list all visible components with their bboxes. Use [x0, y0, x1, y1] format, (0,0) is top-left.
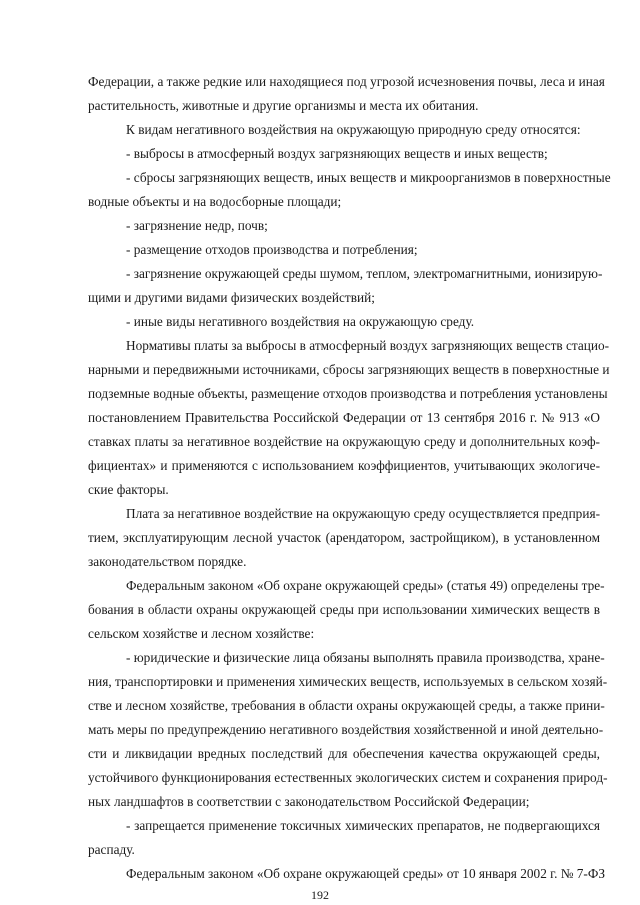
text-line: - юридические и физические лица обязаны выполнять правила производства, хране-: [126, 650, 605, 665]
text-line: ния, транспортировки и применения химических веществ, используемых в сельском хозяй-: [88, 674, 608, 689]
text-line: стве и лесном хозяйстве, требования в области охраны окружающей среды, а также прини-: [88, 698, 605, 713]
text-line: ские факторы.: [88, 482, 169, 497]
text-line: - иные виды негативного воздействия на окружающую среду.: [126, 314, 475, 329]
text-line: сти и ликвидации вредных последствий для обеспечения качества окружающей среды,: [88, 746, 600, 761]
text-line: - сбросы загрязняющих веществ, иных веществ и микроорганизмов в поверхностные: [126, 170, 611, 185]
text-line: Нормативы платы за выбросы в атмосферный воздух загрязняющих веществ стацио-: [126, 338, 610, 353]
text-line: распаду.: [88, 842, 135, 857]
page-number: 192: [311, 888, 329, 902]
text-line: - размещение отходов производства и потребления;: [126, 242, 418, 257]
text-line: водные объекты и на водосборные площади;: [88, 194, 342, 209]
text-line: Федеральным законом «Об охране окружающей среды» от 10 января 2002 г. № 7-ФЗ: [126, 866, 606, 881]
text-line: - запрещается применение токсичных химических препаратов, не подвергающихся: [126, 818, 600, 833]
text-line: щими и другими видами физических воздействий;: [88, 290, 375, 305]
text-line: ных ландшафтов в соответствии с законодательством Российской Федерации;: [88, 794, 530, 809]
text-line: законодательством порядке.: [88, 554, 247, 569]
text-line: нарными и передвижными источниками, сбросы загрязняющих веществ в поверхностные и: [88, 362, 610, 377]
text-line: ставках платы за негативное воздействие на окружающую среду и дополнительных коэф-: [88, 434, 600, 449]
text-line: постановлением Правительства Российской Федерации от 13 сентября 2016 г. № 913 «О: [88, 410, 600, 425]
text-line: - загрязнение окружающей среды шумом, теплом, электромагнитными, ионизирую-: [126, 266, 603, 281]
text-line: сельском хозяйстве и лесном хозяйстве:: [88, 626, 315, 641]
text-line: тием, эксплуатирующим лесной участок (арендатором, застройщиком), в установленном: [88, 530, 600, 545]
text-line: - загрязнение недр, почв;: [126, 218, 268, 233]
text-line: мать меры по предупреждению негативного воздействия хозяйственной и иной деятельно-: [88, 722, 604, 737]
text-line: Федеральным законом «Об охране окружающей среды» (статья 49) определены тре-: [126, 578, 605, 593]
text-line: бования в области охраны окружающей среды при использовании химических веществ в: [88, 602, 600, 617]
text-line: растительность, животные и другие организмы и места их обитания.: [88, 98, 479, 113]
text-line: подземные водные объекты, размещение отходов производства и потребления установлены: [88, 386, 608, 401]
text-line: устойчивого функционирования естественных экологических систем и сохранения природ-: [88, 770, 608, 785]
text-line: фициентах» и применяются с использованием коэффициентов, учитывающих экологиче-: [88, 458, 600, 473]
text-line: - выбросы в атмосферный воздух загрязняющих веществ и иных веществ;: [126, 146, 548, 161]
text-line: Плата за негативное воздействие на окружающую среду осуществляется предприя-: [126, 506, 600, 521]
text-line: К видам негативного воздействия на окружающую природную среду относятся:: [126, 122, 581, 137]
text-line: Федерации, а также редкие или находящиеся под угрозой исчезновения почвы, леса и иная: [88, 74, 605, 89]
